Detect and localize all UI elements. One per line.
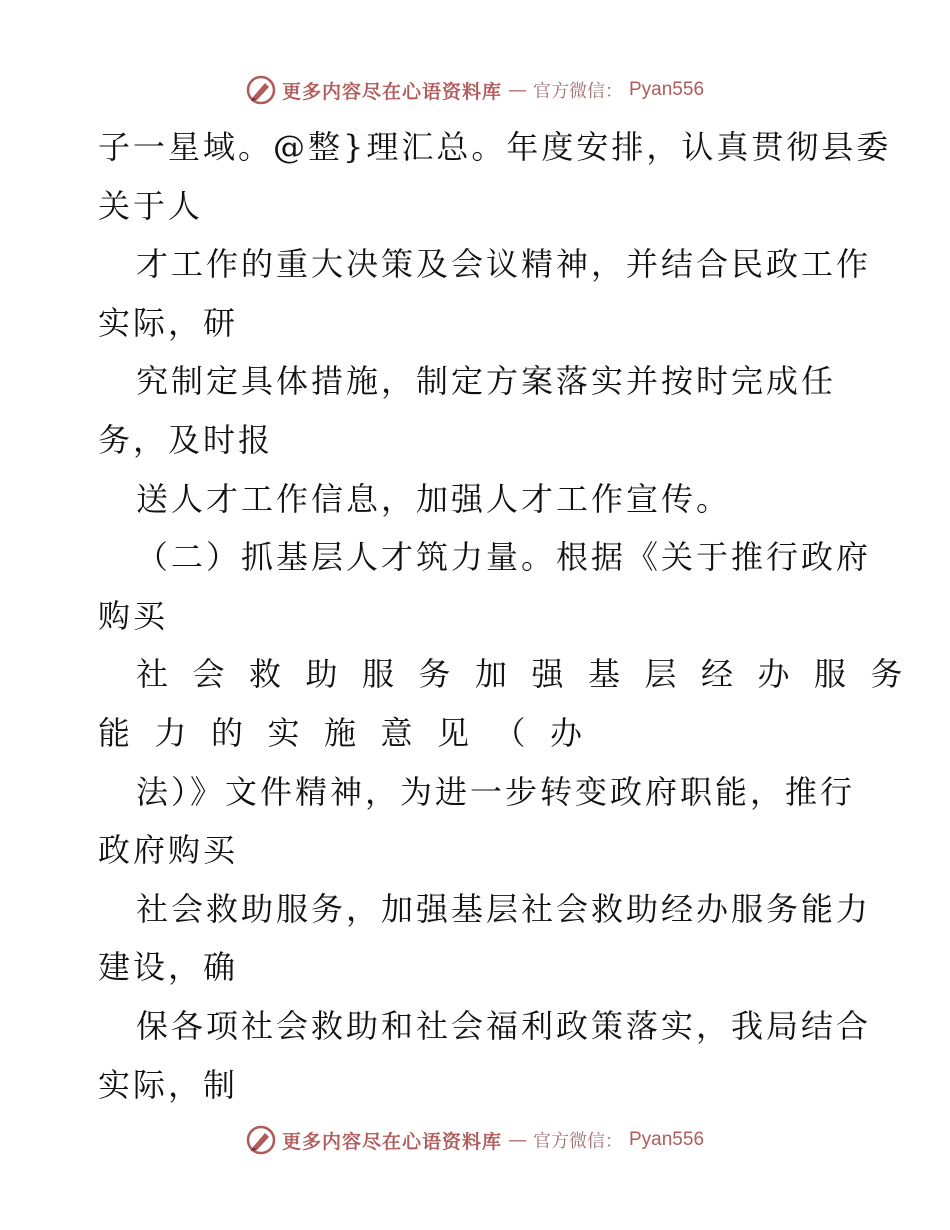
document-body bbox=[98, 118, 928, 1114]
banner-dash: — bbox=[508, 1129, 527, 1151]
text-line: 送人才工作信息，加强人才工作宣传。 bbox=[136, 479, 732, 518]
text-line: 实际，制 bbox=[98, 1065, 239, 1104]
text-line: 关于人 bbox=[98, 186, 204, 225]
text-line: （二）抓基层人才筑力量。根据《关于推行政府 bbox=[136, 538, 872, 577]
pen-logo-icon bbox=[246, 75, 276, 105]
banner-wechat-label: 官方微信： bbox=[533, 1131, 623, 1152]
banner-slogan: 更多内容尽在心语资料库 bbox=[281, 80, 502, 103]
text-line: 实际，研 bbox=[98, 303, 239, 342]
text-line: 保各项社会救助和社会福利政策落实，我局结合 bbox=[136, 1006, 872, 1045]
banner-wechat-label: 官方微信： bbox=[533, 81, 623, 102]
text-line: 社会救助服务，加强基层社会救助经办服务能力 bbox=[136, 889, 872, 928]
banner-wechat-id: Pyan556 bbox=[629, 79, 705, 100]
text-line: 才工作的重大决策及会议精神，并结合民政工作 bbox=[136, 245, 872, 284]
text-line: 法）》文件精神，为进一步转变政府职能，推行 bbox=[136, 772, 856, 811]
text-line: 务，及时报 bbox=[98, 420, 274, 459]
text-line: 子一星域。@整}理汇总。年度安排，认真贯彻县委 bbox=[98, 128, 892, 166]
text-line: 能力的实施意见（办 bbox=[98, 713, 607, 752]
header-banner bbox=[0, 70, 950, 110]
text-line: 购买 bbox=[98, 596, 169, 635]
footer-banner bbox=[0, 1120, 950, 1160]
banner-slogan: 更多内容尽在心语资料库 bbox=[281, 1130, 502, 1153]
banner-wechat-id: Pyan556 bbox=[629, 1129, 705, 1150]
text-line: 究制定具体措施，制定方案落实并按时完成任 bbox=[136, 362, 837, 401]
text-line: 社会救助服务加强基层经办服务 bbox=[136, 655, 928, 694]
banner-dash: — bbox=[508, 79, 527, 101]
text-line: 建设，确 bbox=[98, 948, 239, 987]
text-line: 政府购买 bbox=[98, 831, 239, 870]
pen-logo-icon bbox=[246, 1125, 276, 1155]
